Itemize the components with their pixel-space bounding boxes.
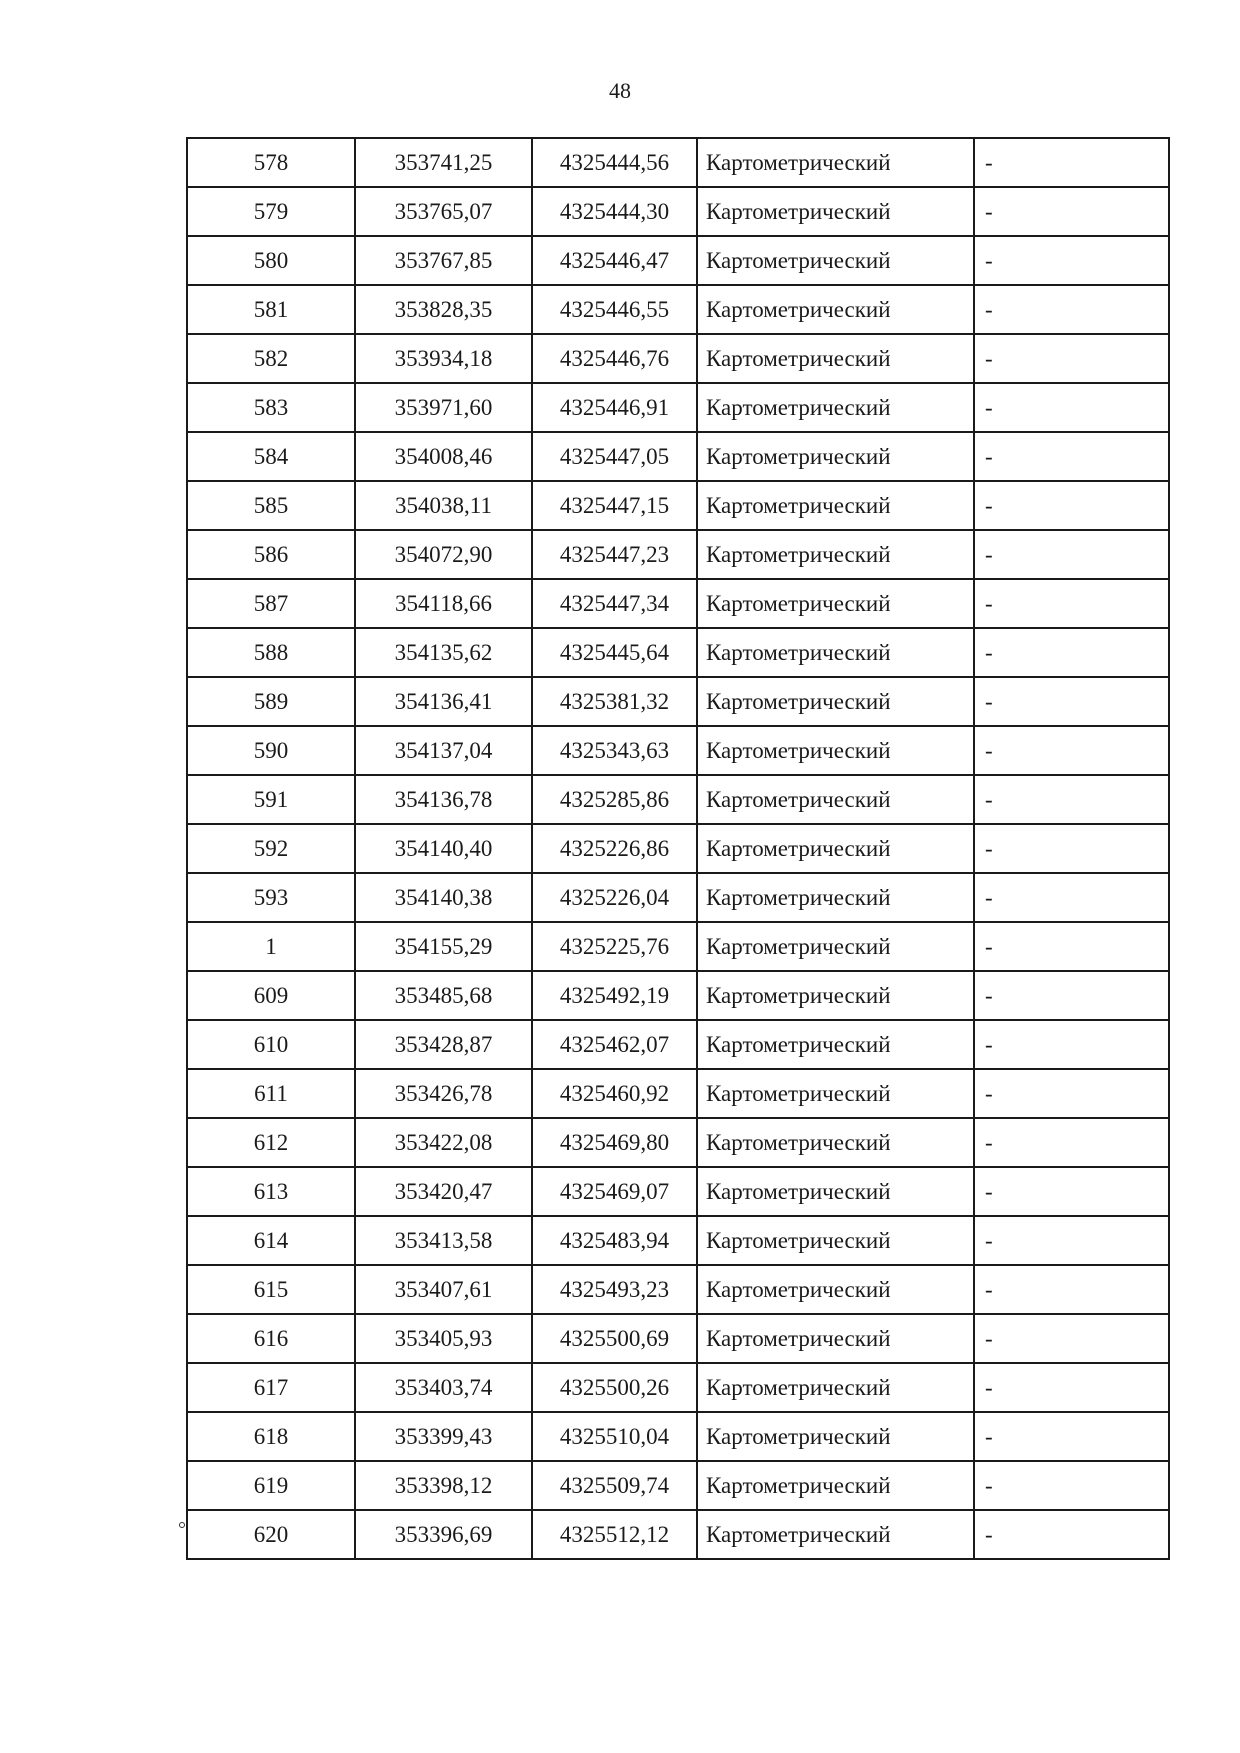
method-cell: Картометрический <box>697 1314 974 1363</box>
x-coordinate-cell: 353396,69 <box>355 1510 532 1559</box>
table-row <box>187 236 1169 285</box>
point-number-cell: 613 <box>187 1167 355 1216</box>
table-row <box>187 1265 1169 1314</box>
x-coordinate-cell: 354072,90 <box>355 530 532 579</box>
y-coordinate-cell: 4325446,76 <box>532 334 697 383</box>
table-row <box>187 1216 1169 1265</box>
y-coordinate-cell: 4325447,23 <box>532 530 697 579</box>
note-cell: - <box>974 1363 1169 1412</box>
note-cell: - <box>974 873 1169 922</box>
x-coordinate-cell: 354135,62 <box>355 628 532 677</box>
point-number-cell: 584 <box>187 432 355 481</box>
method-cell: Картометрический <box>697 579 974 628</box>
method-cell: Картометрический <box>697 1167 974 1216</box>
note-cell: - <box>974 187 1169 236</box>
note-cell: - <box>974 579 1169 628</box>
point-number-cell: 610 <box>187 1020 355 1069</box>
x-coordinate-cell: 353971,60 <box>355 383 532 432</box>
point-number-cell: 592 <box>187 824 355 873</box>
note-cell: - <box>974 334 1169 383</box>
y-coordinate-cell: 4325285,86 <box>532 775 697 824</box>
y-coordinate-cell: 4325500,26 <box>532 1363 697 1412</box>
method-cell: Картометрический <box>697 530 974 579</box>
y-coordinate-cell: 4325512,12 <box>532 1510 697 1559</box>
method-cell: Картометрический <box>697 1069 974 1118</box>
method-cell: Картометрический <box>697 334 974 383</box>
table-row <box>187 1118 1169 1167</box>
point-number-cell: 615 <box>187 1265 355 1314</box>
x-coordinate-cell: 353741,25 <box>355 138 532 187</box>
y-coordinate-cell: 4325446,55 <box>532 285 697 334</box>
table-row <box>187 971 1169 1020</box>
table-row <box>187 432 1169 481</box>
y-coordinate-cell: 4325343,63 <box>532 726 697 775</box>
method-cell: Картометрический <box>697 1510 974 1559</box>
method-cell: Картометрический <box>697 1461 974 1510</box>
note-cell: - <box>974 138 1169 187</box>
table-row <box>187 1461 1169 1510</box>
x-coordinate-cell: 353399,43 <box>355 1412 532 1461</box>
note-cell: - <box>974 236 1169 285</box>
point-number-cell: 612 <box>187 1118 355 1167</box>
y-coordinate-cell: 4325225,76 <box>532 922 697 971</box>
point-number-cell: 590 <box>187 726 355 775</box>
note-cell: - <box>974 285 1169 334</box>
x-coordinate-cell: 353828,35 <box>355 285 532 334</box>
table-row <box>187 1167 1169 1216</box>
table-row <box>187 383 1169 432</box>
y-coordinate-cell: 4325492,19 <box>532 971 697 1020</box>
x-coordinate-cell: 353485,68 <box>355 971 532 1020</box>
y-coordinate-cell: 4325469,07 <box>532 1167 697 1216</box>
x-coordinate-cell: 353407,61 <box>355 1265 532 1314</box>
table-row <box>187 775 1169 824</box>
point-number-cell: 588 <box>187 628 355 677</box>
method-cell: Картометрический <box>697 285 974 334</box>
method-cell: Картометрический <box>697 1265 974 1314</box>
x-coordinate-cell: 354136,78 <box>355 775 532 824</box>
table-row <box>187 628 1169 677</box>
y-coordinate-cell: 4325462,07 <box>532 1020 697 1069</box>
method-cell: Картометрический <box>697 138 974 187</box>
note-cell: - <box>974 1118 1169 1167</box>
note-cell: - <box>974 677 1169 726</box>
note-cell: - <box>974 1265 1169 1314</box>
table-row <box>187 1412 1169 1461</box>
note-cell: - <box>974 1412 1169 1461</box>
point-number-cell: 618 <box>187 1412 355 1461</box>
y-coordinate-cell: 4325469,80 <box>532 1118 697 1167</box>
y-coordinate-cell: 4325447,34 <box>532 579 697 628</box>
y-coordinate-cell: 4325483,94 <box>532 1216 697 1265</box>
point-number-cell: 614 <box>187 1216 355 1265</box>
method-cell: Картометрический <box>697 383 974 432</box>
x-coordinate-cell: 354140,38 <box>355 873 532 922</box>
point-number-cell: 611 <box>187 1069 355 1118</box>
table-row <box>187 1510 1169 1559</box>
x-coordinate-cell: 353422,08 <box>355 1118 532 1167</box>
method-cell: Картометрический <box>697 677 974 726</box>
point-number-cell: 586 <box>187 530 355 579</box>
y-coordinate-cell: 4325447,15 <box>532 481 697 530</box>
table-row <box>187 873 1169 922</box>
y-coordinate-cell: 4325460,92 <box>532 1069 697 1118</box>
point-number-cell: 1 <box>187 922 355 971</box>
note-cell: - <box>974 530 1169 579</box>
note-cell: - <box>974 432 1169 481</box>
point-number-cell: 619 <box>187 1461 355 1510</box>
point-number-cell: 593 <box>187 873 355 922</box>
x-coordinate-cell: 353428,87 <box>355 1020 532 1069</box>
y-coordinate-cell: 4325444,30 <box>532 187 697 236</box>
point-number-cell: 617 <box>187 1363 355 1412</box>
x-coordinate-cell: 354137,04 <box>355 726 532 775</box>
method-cell: Картометрический <box>697 1020 974 1069</box>
table-row <box>187 726 1169 775</box>
point-number-cell: 620 <box>187 1510 355 1559</box>
x-coordinate-cell: 354008,46 <box>355 432 532 481</box>
page-number: 48 <box>609 78 631 103</box>
table-body <box>187 138 1169 1559</box>
x-coordinate-cell: 353398,12 <box>355 1461 532 1510</box>
table-row <box>187 481 1169 530</box>
table-row <box>187 1314 1169 1363</box>
y-coordinate-cell: 4325444,56 <box>532 138 697 187</box>
method-cell: Картометрический <box>697 971 974 1020</box>
table-row <box>187 187 1169 236</box>
note-cell: - <box>974 1020 1169 1069</box>
y-coordinate-cell: 4325381,32 <box>532 677 697 726</box>
point-number-cell: 579 <box>187 187 355 236</box>
x-coordinate-cell: 354118,66 <box>355 579 532 628</box>
note-cell: - <box>974 922 1169 971</box>
method-cell: Картометрический <box>697 1363 974 1412</box>
method-cell: Картометрический <box>697 922 974 971</box>
note-cell: - <box>974 775 1169 824</box>
note-cell: - <box>974 628 1169 677</box>
note-cell: - <box>974 1216 1169 1265</box>
table-row <box>187 530 1169 579</box>
method-cell: Картометрический <box>697 873 974 922</box>
point-number-cell: 583 <box>187 383 355 432</box>
table-row <box>187 1020 1169 1069</box>
note-cell: - <box>974 726 1169 775</box>
x-coordinate-cell: 354038,11 <box>355 481 532 530</box>
x-coordinate-cell: 353426,78 <box>355 1069 532 1118</box>
note-cell: - <box>974 1461 1169 1510</box>
table-row <box>187 677 1169 726</box>
method-cell: Картометрический <box>697 481 974 530</box>
note-cell: - <box>974 1314 1169 1363</box>
y-coordinate-cell: 4325510,04 <box>532 1412 697 1461</box>
note-cell: - <box>974 481 1169 530</box>
y-coordinate-cell: 4325445,64 <box>532 628 697 677</box>
x-coordinate-cell: 354140,40 <box>355 824 532 873</box>
method-cell: Картометрический <box>697 775 974 824</box>
point-number-cell: 585 <box>187 481 355 530</box>
table-row <box>187 138 1169 187</box>
note-cell: - <box>974 1510 1169 1559</box>
table-row <box>187 285 1169 334</box>
table-row <box>187 579 1169 628</box>
y-coordinate-cell: 4325447,05 <box>532 432 697 481</box>
y-coordinate-cell: 4325226,04 <box>532 873 697 922</box>
x-coordinate-cell: 353405,93 <box>355 1314 532 1363</box>
method-cell: Картометрический <box>697 1118 974 1167</box>
y-coordinate-cell: 4325446,91 <box>532 383 697 432</box>
point-number-cell: 582 <box>187 334 355 383</box>
method-cell: Картометрический <box>697 628 974 677</box>
note-cell: - <box>974 824 1169 873</box>
note-cell: - <box>974 971 1169 1020</box>
scan-artifact-dot <box>179 1522 185 1528</box>
method-cell: Картометрический <box>697 1412 974 1461</box>
y-coordinate-cell: 4325446,47 <box>532 236 697 285</box>
x-coordinate-cell: 353767,85 <box>355 236 532 285</box>
note-cell: - <box>974 1167 1169 1216</box>
y-coordinate-cell: 4325226,86 <box>532 824 697 873</box>
point-number-cell: 591 <box>187 775 355 824</box>
note-cell: - <box>974 1069 1169 1118</box>
point-number-cell: 581 <box>187 285 355 334</box>
method-cell: Картометрический <box>697 726 974 775</box>
y-coordinate-cell: 4325509,74 <box>532 1461 697 1510</box>
point-number-cell: 616 <box>187 1314 355 1363</box>
table-row <box>187 1069 1169 1118</box>
method-cell: Картометрический <box>697 236 974 285</box>
x-coordinate-cell: 353413,58 <box>355 1216 532 1265</box>
x-coordinate-cell: 353934,18 <box>355 334 532 383</box>
method-cell: Картометрический <box>697 824 974 873</box>
x-coordinate-cell: 353403,74 <box>355 1363 532 1412</box>
table-row <box>187 824 1169 873</box>
table-row <box>187 334 1169 383</box>
x-coordinate-cell: 354155,29 <box>355 922 532 971</box>
point-number-cell: 589 <box>187 677 355 726</box>
point-number-cell: 609 <box>187 971 355 1020</box>
x-coordinate-cell: 353765,07 <box>355 187 532 236</box>
table-row <box>187 1363 1169 1412</box>
note-cell: - <box>974 383 1169 432</box>
x-coordinate-cell: 354136,41 <box>355 677 532 726</box>
y-coordinate-cell: 4325493,23 <box>532 1265 697 1314</box>
point-number-cell: 587 <box>187 579 355 628</box>
y-coordinate-cell: 4325500,69 <box>532 1314 697 1363</box>
coordinates-table <box>186 137 1170 1560</box>
point-number-cell: 580 <box>187 236 355 285</box>
method-cell: Картометрический <box>697 187 974 236</box>
point-number-cell: 578 <box>187 138 355 187</box>
x-coordinate-cell: 353420,47 <box>355 1167 532 1216</box>
table-row <box>187 922 1169 971</box>
method-cell: Картометрический <box>697 1216 974 1265</box>
method-cell: Картометрический <box>697 432 974 481</box>
